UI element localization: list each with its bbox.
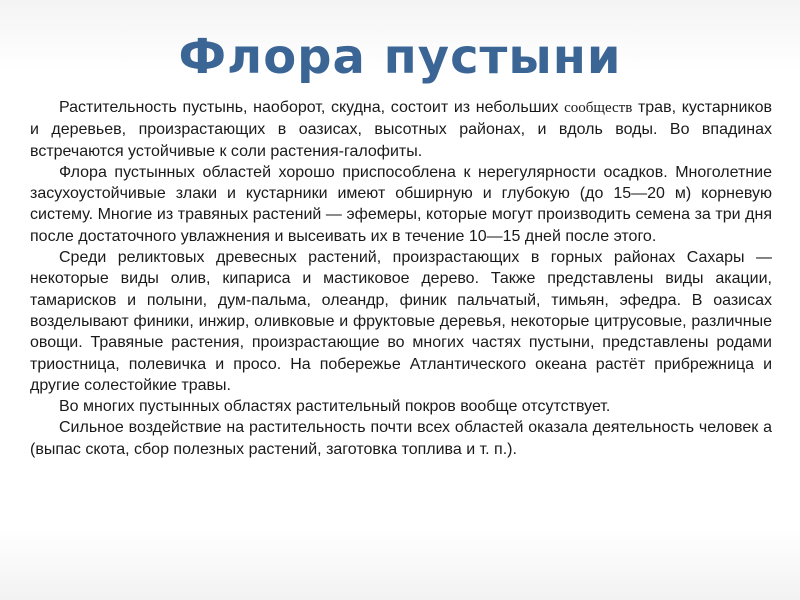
paragraph-1-serif-word: сообществ xyxy=(564,100,633,116)
slide-title: Флора пустыни xyxy=(178,29,622,85)
paragraph-1 xyxy=(30,97,772,162)
paragraph-1-text-start: Растительность пустынь, наоборот, скудна, состоит из небольших xyxy=(59,99,565,116)
paragraph-5: Сильное воздействие на растительность почти всех областей оказала деятельность человек а (выпас скота, сбор полезных растений, заготовка топлива и т. п.). xyxy=(30,419,772,458)
paragraph-4: Во многих пустынных областях растительный покров вообще отсутствует. xyxy=(59,398,611,416)
paragraph-2: Флора пустынных областей хорошо приспособлена к нерегулярности осадков. Многолетние засухоустойчивые злаки и кустарники имеют обширную и глубокую (до 15—20 м) корневую систему. Многие из травяных растений — эфемеры, которые могут производить семена за три дня после достаточного увлажнения и высеивать их в течение 10—15 дней после этого. xyxy=(30,163,772,245)
paragraph-3: Среди реликтовых древесных растений, произрастающих в горных районах Сахары — некоторые виды олив, кипариса и мастиковое дерево. Также представлены виды акации, тамарисков и полыни, дум-пальма, олеандр, финик пальчатый, тимьян, эфедра. В оазисах возделывают финики, инжир, оливковые и фруктовые деревья, некоторые цитрусовые, различные овощи. Травяные растения, произрастающие во многих частях пустыни, представлены родами триостница, полевичка и просо. На побережье Атлантического океана растёт прибрежница и другие солестойкие травы. xyxy=(30,249,772,394)
paragraph-1-text-end: трав, кустарников и деревьев, произрастающих в оазисах, высотных районах, и вдоль воды. Во впадинах встречаются устойчивые к соли растения-галофиты. xyxy=(30,99,772,160)
slide-body xyxy=(30,97,772,460)
